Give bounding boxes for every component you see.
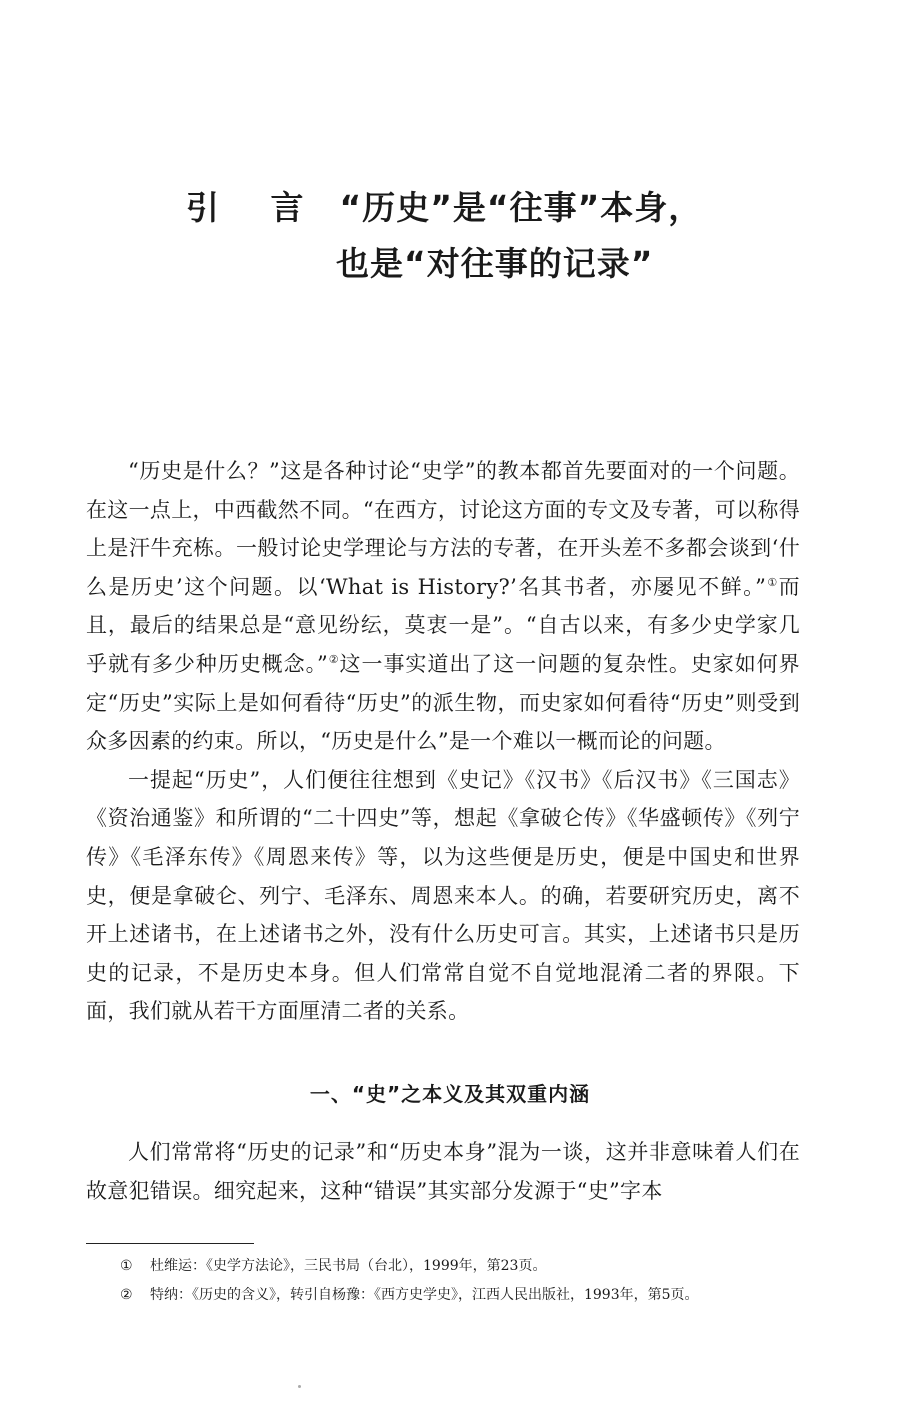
chapter-title: [186, 180, 806, 292]
section-heading: 一、“史”之本义及其双重内涵: [309, 1082, 591, 1106]
chapter-title-line1: [186, 180, 806, 236]
paragraph-1-part-c: 这一事实道出了这一问题的复杂性。史家如何界定“历史”实际上是如何看待“历史”的派生物，而史家如何看待“历史”则受到众多因素的约束。所以，“历史是什么”是一个难以一概而论的问题。: [86, 651, 800, 754]
footnotes: [120, 1252, 800, 1310]
body-text: [86, 452, 800, 1031]
footnote-1: [120, 1252, 800, 1281]
footnote-2: [120, 1281, 800, 1310]
footnote-text: 杜维运：《史学方法论》，三民书局（台北），1999年，第23页。: [150, 1258, 547, 1274]
paragraph-1: [86, 452, 800, 761]
paragraph-1-part-b: 而且，最后的结果总是“意见纷纭，莫衷一是”。“自古以来，有多少史学家几乎就有多少种历史概念。”: [86, 574, 800, 676]
chapter-label: 引 言: [186, 188, 324, 227]
chapter-title-line2: 也是“对往事的记录”: [336, 244, 654, 283]
chapter-title-text-1: “历史”是“往事”本身，: [339, 188, 703, 227]
footnote-ref-2[interactable]: ②: [328, 652, 340, 666]
footnote-divider: [86, 1243, 254, 1244]
footnote-ref-1[interactable]: ①: [766, 575, 779, 589]
footnote-text: 特纳：《历史的含义》，转引自杨豫：《西方史学史》，江西人民出版社，1993年，第5页。: [150, 1287, 699, 1303]
paragraph-1-part-a: “历史是什么？”这是各种讨论“史学”的教本都首先要面对的一个问题。在这一点上，中西截然不同。“在西方，讨论这方面的专文及专著，可以称得上是汗牛充栋。一般讨论史学理论与方法的专著，在开头差不多都会谈到‘什么是历史’这个问题。以‘What is History?’名其书者，亦屡见不鲜。”: [86, 459, 800, 599]
paragraph-2: 一提起“历史”，人们便往往想到《史记》《汉书》《后汉书》《三国志》《资治通鉴》和所谓的“二十四史”等，想起《拿破仑传》《华盛顿传》《列宁传》《毛泽东传》《周恩来传》等，以为这些便是历史，便是中国史和世界史，便是拿破仑、列宁、毛泽东、周恩来本人。的确，若要研究历史，离不开上述诸书，在上述诸书之外，没有什么历史可言。其实，上述诸书只是历史的记录，不是历史本身。但人们常常自觉不自觉地混淆二者的界限。下面，我们就从若干方面厘清二者的关系。: [86, 767, 800, 1024]
page-speck: [298, 1385, 301, 1388]
body-text-continued: [86, 1133, 800, 1210]
footnote-mark: ②: [120, 1287, 133, 1303]
footnote-mark: ①: [120, 1258, 133, 1274]
paragraph-3: 人们常常将“历史的记录”和“历史本身”混为一谈，这并非意味着人们在故意犯错误。细究起来，这种“错误”其实部分发源于“史”字本: [86, 1140, 800, 1203]
